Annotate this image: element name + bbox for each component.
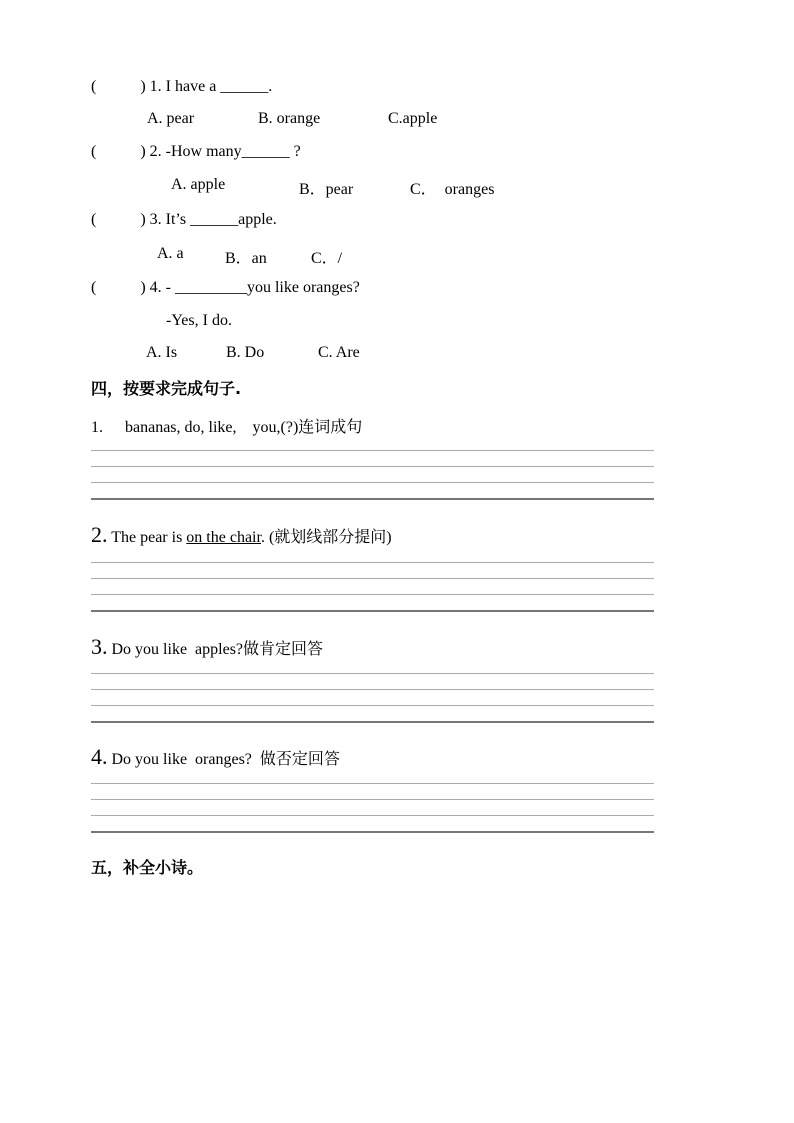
writing-line (91, 610, 654, 612)
answer-paren-close: ) (140, 211, 146, 228)
answer-paren-open: ( (91, 143, 97, 160)
writing-lines-2[interactable] (91, 562, 654, 614)
task-number: 1. (91, 419, 103, 436)
question-stem: 4. - _________you like oranges? (149, 279, 360, 296)
underlined-phrase: on the chair (186, 529, 261, 546)
option-c: C． oranges (410, 181, 495, 198)
answer-paren-open: ( (91, 78, 97, 95)
task-text-post: . (就划线部分提问) (260, 529, 392, 546)
writing-line (91, 689, 654, 690)
option-a: A. a (157, 245, 184, 262)
writing-line (91, 578, 654, 579)
task-2 (91, 522, 392, 548)
task-number: 3. (91, 634, 108, 659)
question-2 (91, 143, 301, 161)
question-4 (91, 279, 360, 297)
writing-line (91, 562, 654, 563)
question-stem: 2. -How many______ ? (149, 143, 301, 160)
option-b: B．pear (299, 181, 354, 198)
task-number: 4. (91, 744, 108, 769)
option-c: C.apple (388, 110, 438, 127)
answer-paren-open: ( (91, 279, 97, 296)
task-4 (91, 744, 340, 770)
writing-line (91, 705, 654, 706)
answer-paren-open: ( (91, 211, 97, 228)
task-text: Do you like apples?做肯定回答 (111, 641, 324, 658)
option-b: B. Do (226, 344, 265, 361)
writing-line (91, 450, 654, 451)
section-5-title: 五，补全小诗。 (91, 858, 204, 877)
section-4-title: 四，按要求完成句子. (91, 379, 242, 398)
writing-line (91, 466, 654, 467)
writing-line (91, 783, 654, 784)
task-1 (91, 414, 362, 437)
writing-line (91, 799, 654, 800)
writing-lines-4[interactable] (91, 783, 654, 835)
option-a: A. Is (146, 344, 178, 361)
option-c: C．/ (311, 250, 343, 267)
writing-lines-1[interactable] (91, 450, 654, 502)
task-3 (91, 634, 323, 660)
task-text: Do you like oranges? 做否定回答 (111, 751, 340, 768)
writing-line (91, 482, 654, 483)
option-a: A. apple (171, 176, 226, 193)
question-3 (91, 211, 277, 229)
answer-paren-close: ) (140, 78, 146, 95)
dialogue-answer: -Yes, I do. (166, 312, 232, 329)
question-stem: 1. I have a ______. (149, 78, 273, 95)
writing-line (91, 815, 654, 816)
answer-paren-close: ) (140, 143, 146, 160)
option-b: B．an (225, 250, 267, 267)
question-1 (91, 78, 272, 96)
writing-line (91, 721, 654, 723)
writing-line (91, 831, 654, 833)
task-text: bananas, do, like, you,(?)连词成句 (125, 419, 363, 436)
answer-paren-close: ) (140, 279, 146, 296)
writing-line (91, 594, 654, 595)
writing-line (91, 498, 654, 500)
option-b: B. orange (258, 110, 321, 127)
writing-lines-3[interactable] (91, 673, 654, 725)
option-a: A. pear (147, 110, 195, 127)
question-stem: 3. It’s ______apple. (149, 211, 277, 228)
task-number: 2. (91, 522, 108, 547)
writing-line (91, 673, 654, 674)
option-c: C. Are (318, 344, 360, 361)
task-text-pre: The pear is (111, 529, 187, 546)
